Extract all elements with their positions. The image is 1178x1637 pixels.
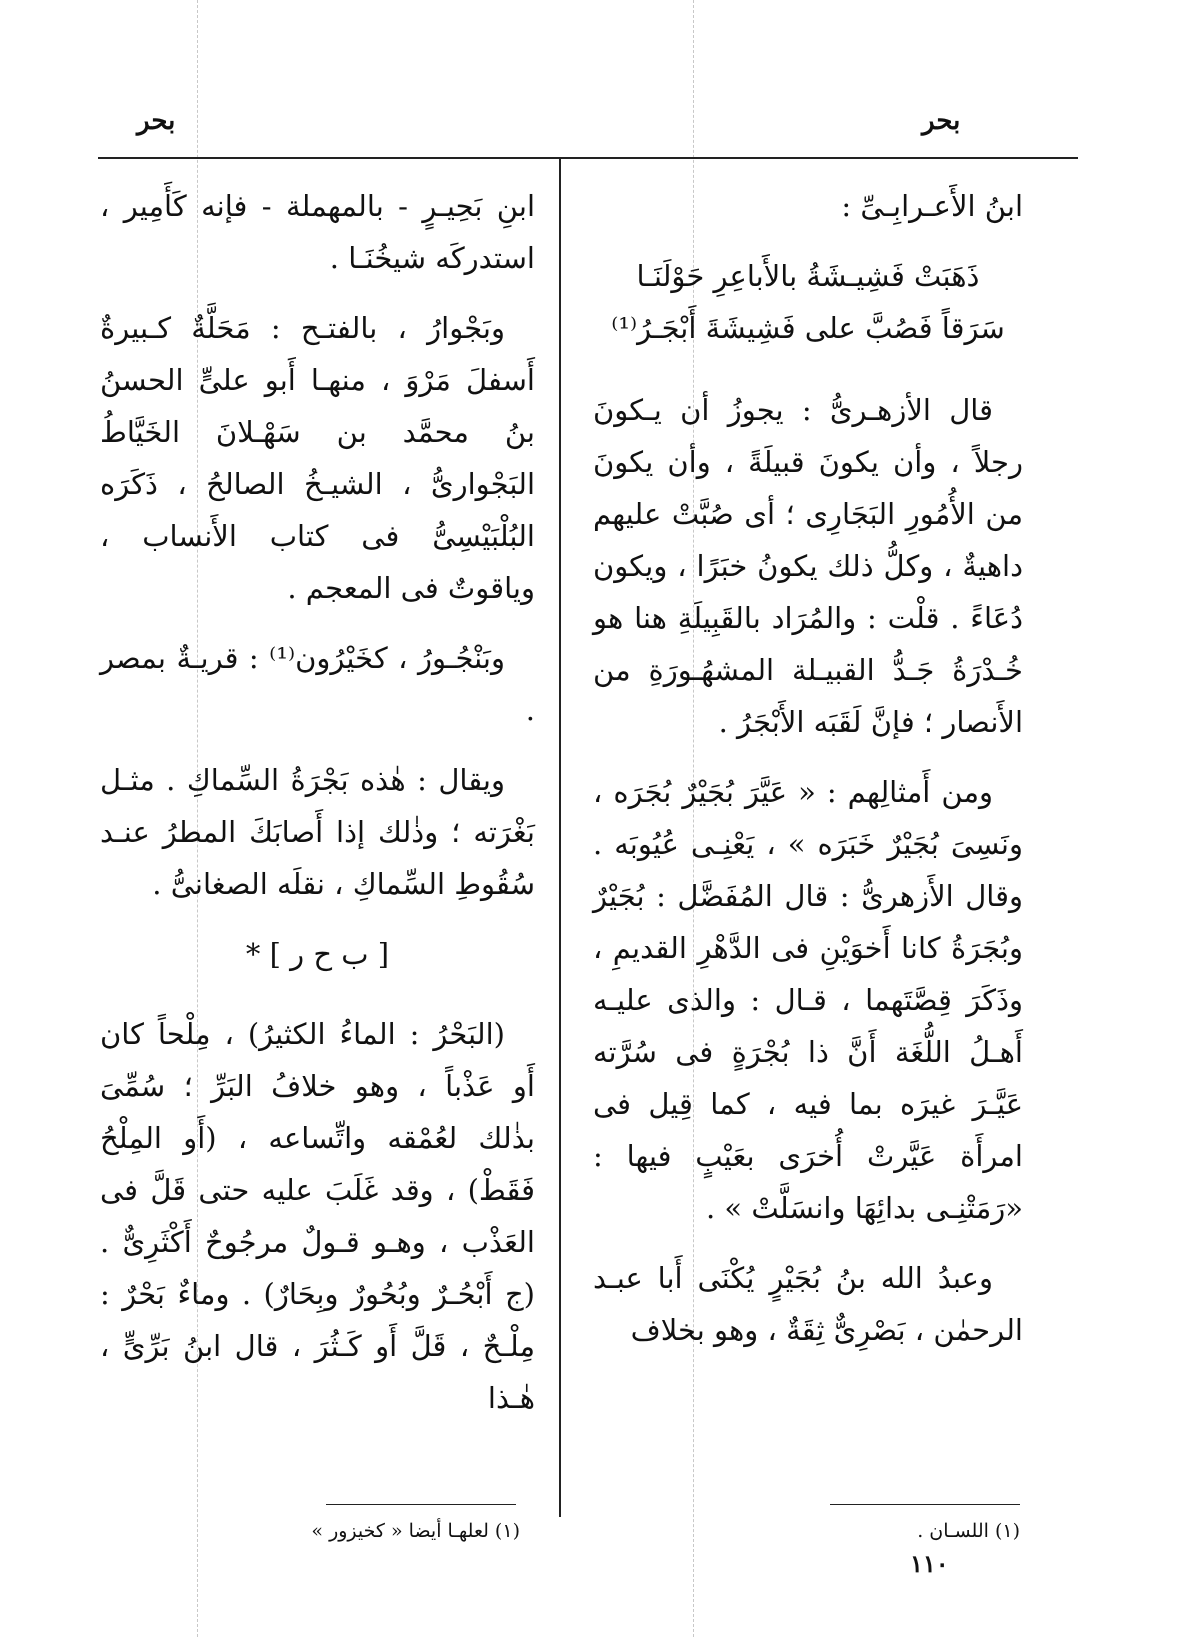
- header-rule: [98, 157, 1078, 159]
- paragraph: (البَحْرُ : الماءُ الكثيرُ) ، مِلْحاً كان أَو عَذْباً ، وهو خلافُ البَرِّ ؛ سُمِّىَ بذٰلك لعُمْقه واتِّساعه ، (أَو المِلْحُ فَقَطْ) ، وقد غَلَبَ عليه حتى قَلَّ فى العَذْب ، وهـو قـولٌ مرجُوحٌ أَكْثَرِىٌّ . (ج أَبْحُـرٌ وبُحُورٌ وبِحَارٌ) . وماءٌ بَحْرٌ : مِلْـحٌ ، قَلَّ أَو كَـثُرَ ، قال ابنُ بَرِّىٍّ ، هٰـذا: [100, 1017, 535, 1415]
- paragraph: قال الأزهـرىُّ : يجوزُ أن يـكونَ رجلاً ، وأن يكونَ قبيلَةً ، وأن يكونَ من الأُمُورِ البَجَارِى ؛ أى صُبَّتْ عليهم داهيةٌ ، وكلُّ ذلك يكونُ خبَرًا ، ويكون دُعَاءً . قلْت : والمُرَاد بالقَبِيلَةِ هنا هو خُـدْرَةُ جَـدُّ القبيـلة المشهُـورَةِ من الأَنصار ؛ فإنَّ لَقَبَه الأَبْجَرُ .: [593, 393, 1023, 739]
- footnote-rule-left: [326, 1504, 516, 1505]
- header-word-right: بحر: [922, 106, 961, 136]
- paragraph: وعبدُ الله بنُ بُجَيْرٍ يُكْنَى أَبا عبـد الرحمٰن ، بَصْرِىٌّ ثِقَةٌ ، وهو بخلاف: [593, 1261, 1023, 1347]
- footnote-left: (١) لعلهـا أيضا « كخيزور »: [311, 1520, 520, 1542]
- left-column: [100, 180, 535, 1442]
- paragraph: وبَجْوارُ ، بالفتـح : مَحَلَّةٌ كـبيرةٌ أَسفلَ مَرْوَ ، منهـا أَبو علىٍّ الحسنُ بنُ محمَّد بن سَهْـلانَ الخَيَّاطُ البَجْوارىُّ ، الشيـخُ الصالحُ ، ذَكَرَه البُلْبَيْسِىُّ فى كتاب الأَنساب ، وياقوتٌ فى المعجم .: [100, 311, 535, 605]
- header-word-left: بحر: [137, 106, 176, 136]
- verse-line: سَرَقاً فَصُبَّ على فَشِيشَةَ أَبْجَـرُ⁽¹⁾: [611, 311, 1005, 345]
- paragraph: ومن أَمثالِهم : « عَيَّرَ بُجَيْرٌ بُجَرَه ، ونَسِىَ بُجَيْرٌ خَبَرَه » ، يَعْنِـى عُيُوبَه . وقال الأَزهرىُّ : قال المُفَضَّل : بُجَيْرٌ وبُجَرَةُ كانا أَخوَيْنِ فى الدَّهْرِ القديمِ ، وذَكَرَ قِصَّتَهما ، قـال : والذى عليـه أَهـلُ اللُّغَة أَنَّ ذا بُجْرَةٍ فى سُرَّته عَيَّـرَ غيرَه بما فيه ، كما قِيل فى امرأَة عَيَّرتْ أُخرَى بعَيْبٍ فيها : «رَمَتْنِـى بدائِهَا وانسَلَّتْ » .: [593, 775, 1023, 1225]
- column-divider: [559, 157, 561, 1517]
- page-number: ١١٠: [910, 1549, 949, 1578]
- right-column: [593, 180, 1023, 1374]
- paragraph: ويقال : هٰذه بَجْرَةُ السِّماكِ . مثـل بَغْرَته ؛ وذٰلك إذا أَصابَكَ المطرُ عنـد سُقُوطِ السِّماكِ ، نقلَه الصغانىُّ .: [100, 763, 535, 901]
- paragraph: ابنُ الأَعـرابِـىِّ :: [841, 189, 1023, 223]
- footnote-rule-right: [830, 1504, 1020, 1505]
- paragraph: ابنِ بَحِيـرٍ - بالمهملة - فإنه كَأَمِير ، استدركَه شيخُنَـا .: [100, 189, 535, 275]
- section-heading: [ ب ح ر ] *: [245, 937, 390, 971]
- footnote-right: (١) اللسـان .: [917, 1520, 1020, 1542]
- verse-line: ذَهَبَتْ فَشِيـشَةُ بالأَباعِرِ حَوْلَنَـا: [636, 259, 980, 293]
- paragraph: وبَنْجُـورُ ، كخَيْرُون⁽¹⁾ : قريـةٌ بمصر .: [100, 641, 535, 727]
